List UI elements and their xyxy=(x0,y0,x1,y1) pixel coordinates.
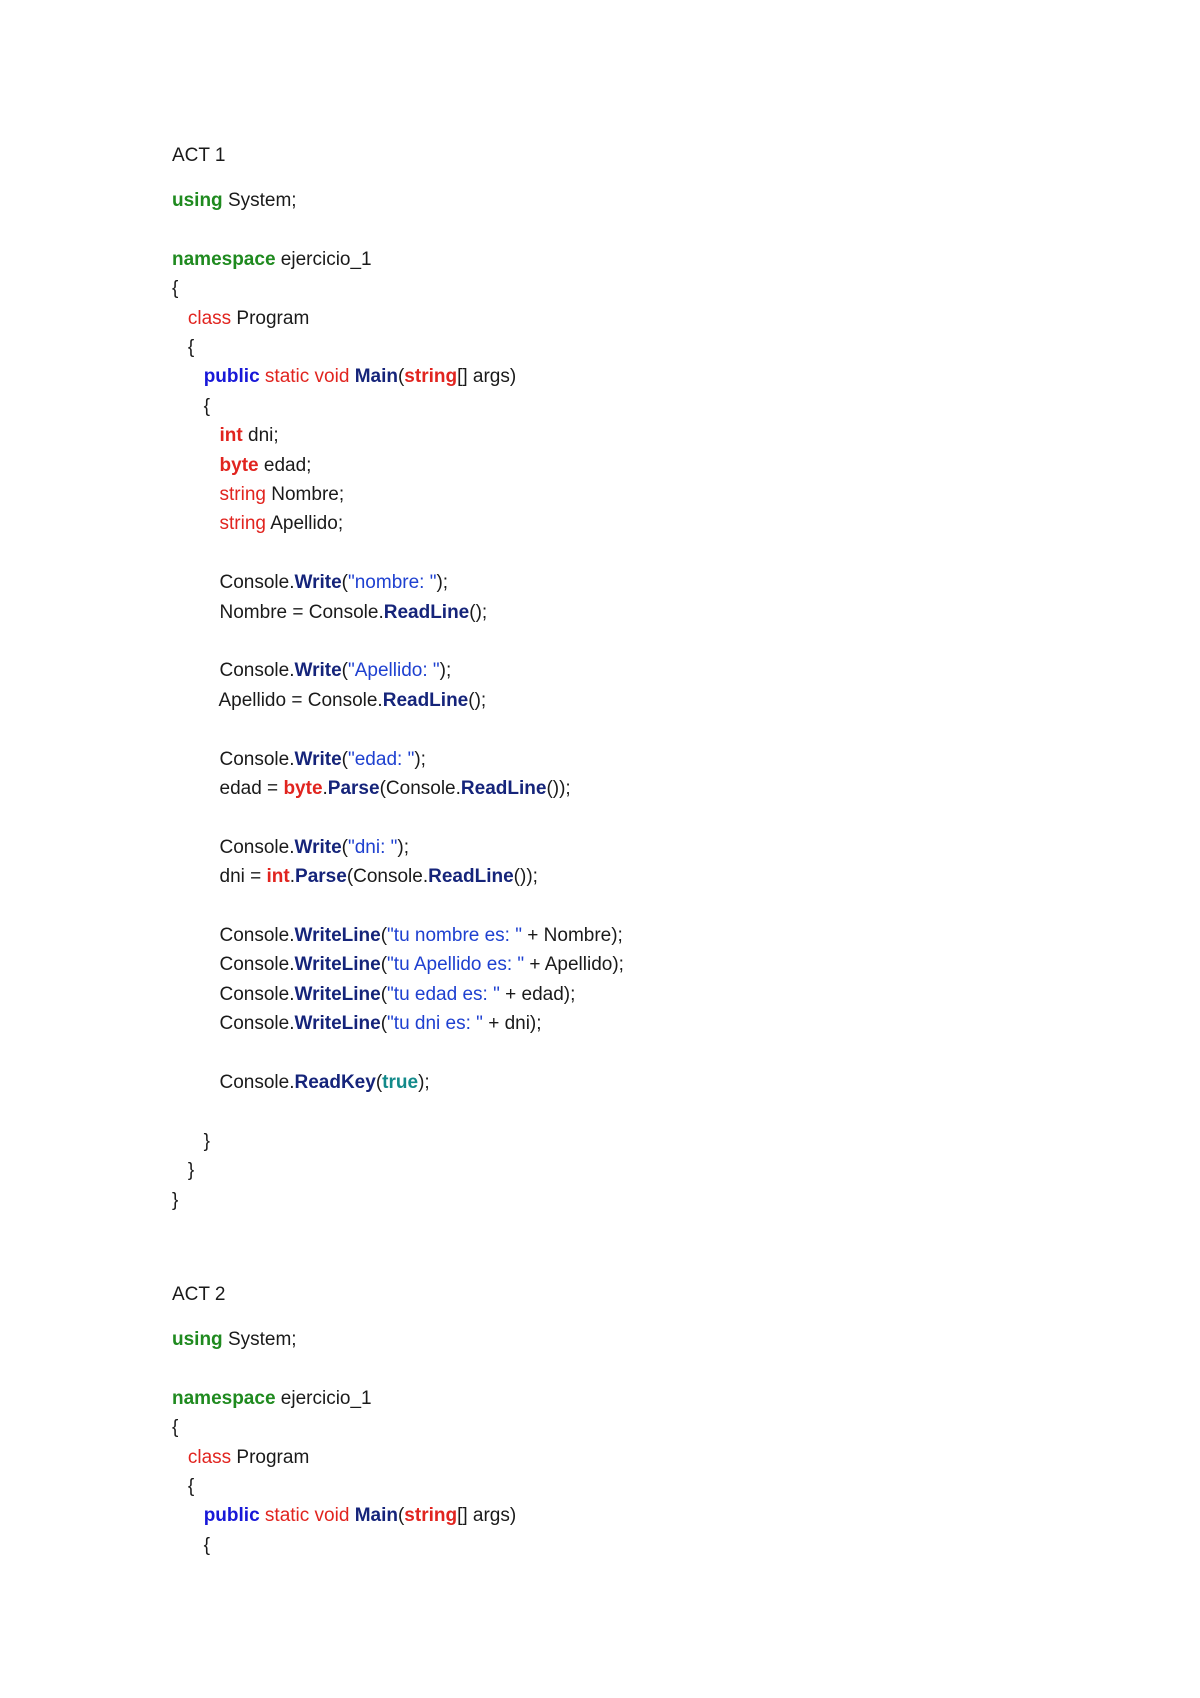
code-token xyxy=(172,425,220,446)
code-token: WriteLine xyxy=(294,954,381,976)
code-token: Console. xyxy=(172,983,295,1005)
code-token: byte xyxy=(283,778,323,799)
code-line xyxy=(172,306,309,332)
code-token: ejercicio_1 xyxy=(275,1387,372,1409)
code-token: (Console. xyxy=(346,866,429,888)
code-token: } xyxy=(172,1160,195,1182)
code-token: ( xyxy=(397,1505,405,1527)
code-token: ( xyxy=(341,836,348,858)
code-token: "edad: " xyxy=(348,748,415,770)
code-line xyxy=(172,864,538,890)
code-token: ReadLine xyxy=(382,689,469,711)
code-token xyxy=(172,513,220,534)
code-token xyxy=(172,308,188,329)
code-token: ( xyxy=(341,572,348,594)
code-token: + Nombre); xyxy=(522,925,623,946)
code-token: Console. xyxy=(172,748,295,770)
code-token: ); xyxy=(436,572,449,594)
code-token: string xyxy=(404,1505,458,1527)
code-token: Apellido; xyxy=(265,513,344,535)
code-line xyxy=(172,835,409,861)
code-token: ()); xyxy=(513,866,538,888)
code-token: ()); xyxy=(546,778,571,799)
code-token: static void xyxy=(264,1505,350,1527)
code-token: int xyxy=(219,425,243,447)
code-token: ( xyxy=(341,748,348,770)
code-token: Write xyxy=(294,836,342,858)
code-line xyxy=(172,1474,194,1500)
code-line xyxy=(172,776,571,802)
code-token: string xyxy=(404,366,458,388)
code-token: dni = xyxy=(172,866,267,888)
code-token: WriteLine xyxy=(294,925,381,946)
code-token: Nombre; xyxy=(265,484,345,505)
code-token: ); xyxy=(418,1072,430,1093)
code-token: { xyxy=(172,278,179,300)
code-token: string xyxy=(219,513,266,535)
code-line xyxy=(172,923,623,949)
code-token: "tu edad es: " xyxy=(387,983,500,1005)
code-token: Main xyxy=(354,1505,398,1527)
code-token: (Console. xyxy=(379,778,461,799)
code-token: edad; xyxy=(258,454,312,476)
code-token: ); xyxy=(414,748,426,770)
code-token: static void xyxy=(264,366,350,388)
code-token: "Apellido: " xyxy=(348,660,440,682)
code-token: WriteLine xyxy=(294,983,381,1005)
code-token: Program xyxy=(231,1446,310,1468)
code-line xyxy=(172,688,486,714)
code-line xyxy=(172,247,372,273)
code-line xyxy=(172,511,343,537)
code-token: ( xyxy=(397,366,405,388)
code-token: Console. xyxy=(172,1013,295,1035)
code-token: Console. xyxy=(172,954,295,976)
code-token: public xyxy=(203,1505,260,1527)
code-token: ); xyxy=(439,660,452,682)
code-token: } xyxy=(172,1130,211,1152)
code-token: Program xyxy=(231,307,310,329)
code-token: { xyxy=(172,395,211,417)
code-token: Nombre = Console. xyxy=(172,601,384,623)
code-token: ( xyxy=(380,954,388,976)
section-heading-act-2: ACT 2 xyxy=(172,1284,226,1305)
code-token: . xyxy=(322,778,328,799)
code-line xyxy=(172,335,194,361)
code-token: ReadLine xyxy=(460,778,547,799)
code-token: . xyxy=(289,866,296,888)
code-token: Main xyxy=(354,366,398,388)
code-token: public xyxy=(203,366,260,388)
code-token: using xyxy=(172,1329,223,1350)
code-token: + Apellido); xyxy=(524,954,624,976)
code-token: ( xyxy=(380,983,388,1005)
code-token: { xyxy=(172,337,195,358)
code-line xyxy=(172,1188,178,1214)
code-token: "tu dni es: " xyxy=(387,1013,483,1035)
code-token: { xyxy=(172,1534,211,1556)
code-token: WriteLine xyxy=(294,1013,381,1035)
code-token: Parse xyxy=(295,866,347,888)
code-line xyxy=(172,1503,516,1529)
code-token: ( xyxy=(341,660,348,682)
code-token: { xyxy=(172,1476,195,1497)
code-token: int xyxy=(266,866,290,888)
code-token: + edad); xyxy=(499,983,576,1005)
section-heading-act-1: ACT 1 xyxy=(172,145,226,166)
code-token xyxy=(172,1447,188,1468)
code-token: "dni: " xyxy=(348,836,398,858)
code-line xyxy=(172,1129,210,1155)
code-token: using xyxy=(172,190,223,211)
code-line xyxy=(172,1070,430,1096)
code-line xyxy=(172,747,426,773)
code-line xyxy=(172,952,624,978)
code-line xyxy=(172,982,575,1008)
code-token: [] args) xyxy=(457,366,517,388)
code-token: Console. xyxy=(172,925,295,946)
code-token: namespace xyxy=(172,1387,276,1409)
code-token xyxy=(172,484,220,505)
code-token: "tu Apellido es: " xyxy=(387,954,525,976)
code-token: (); xyxy=(469,601,488,623)
code-line xyxy=(172,276,178,302)
code-token: (); xyxy=(468,689,487,711)
code-token: dni; xyxy=(242,425,279,447)
code-token: Write xyxy=(294,572,342,594)
code-token xyxy=(172,1505,204,1526)
code-line xyxy=(172,1386,372,1412)
code-token: ReadLine xyxy=(428,866,514,888)
code-line xyxy=(172,1445,309,1471)
code-token xyxy=(172,455,220,476)
code-token: class xyxy=(187,307,232,329)
code-token: ejercicio_1 xyxy=(275,248,372,270)
code-token: byte xyxy=(219,454,259,476)
code-token xyxy=(172,366,204,387)
code-token: namespace xyxy=(172,248,276,270)
code-token: edad = xyxy=(172,778,284,799)
code-line xyxy=(172,600,487,626)
code-token: System; xyxy=(222,1329,297,1350)
code-token: ( xyxy=(375,1072,383,1093)
code-token: ); xyxy=(397,836,410,858)
code-token: Console. xyxy=(172,836,295,858)
code-line xyxy=(172,394,210,420)
code-token: true xyxy=(382,1072,419,1093)
code-line xyxy=(172,1533,210,1559)
code-line xyxy=(172,423,279,449)
code-token: "nombre: " xyxy=(348,572,437,594)
code-line xyxy=(172,364,516,390)
code-line xyxy=(172,1158,194,1184)
code-line xyxy=(172,658,451,684)
code-line xyxy=(172,1327,297,1353)
code-line xyxy=(172,482,344,508)
code-line xyxy=(172,570,448,596)
code-token: Write xyxy=(294,748,342,770)
code-token: ReadKey xyxy=(294,1072,376,1093)
code-token: ReadLine xyxy=(383,601,470,623)
code-token: class xyxy=(187,1446,232,1468)
code-line xyxy=(172,1011,542,1037)
code-token: + dni); xyxy=(482,1013,542,1035)
code-token: ( xyxy=(380,925,388,946)
code-token: ( xyxy=(380,1013,388,1035)
code-token: Console. xyxy=(172,660,295,682)
code-token: Parse xyxy=(327,778,380,799)
code-token: string xyxy=(219,484,266,505)
code-token: Console. xyxy=(172,572,295,594)
code-token: } xyxy=(172,1189,179,1211)
code-token: { xyxy=(172,1417,179,1439)
code-token: [] args) xyxy=(457,1505,517,1527)
code-token: Apellido = Console. xyxy=(172,689,383,711)
code-token: "tu nombre es: " xyxy=(387,925,522,946)
code-token: System; xyxy=(222,190,297,211)
code-line xyxy=(172,188,297,214)
code-line xyxy=(172,1415,178,1441)
code-token: Console. xyxy=(172,1072,295,1093)
code-line xyxy=(172,453,311,479)
code-token: Write xyxy=(294,660,342,682)
